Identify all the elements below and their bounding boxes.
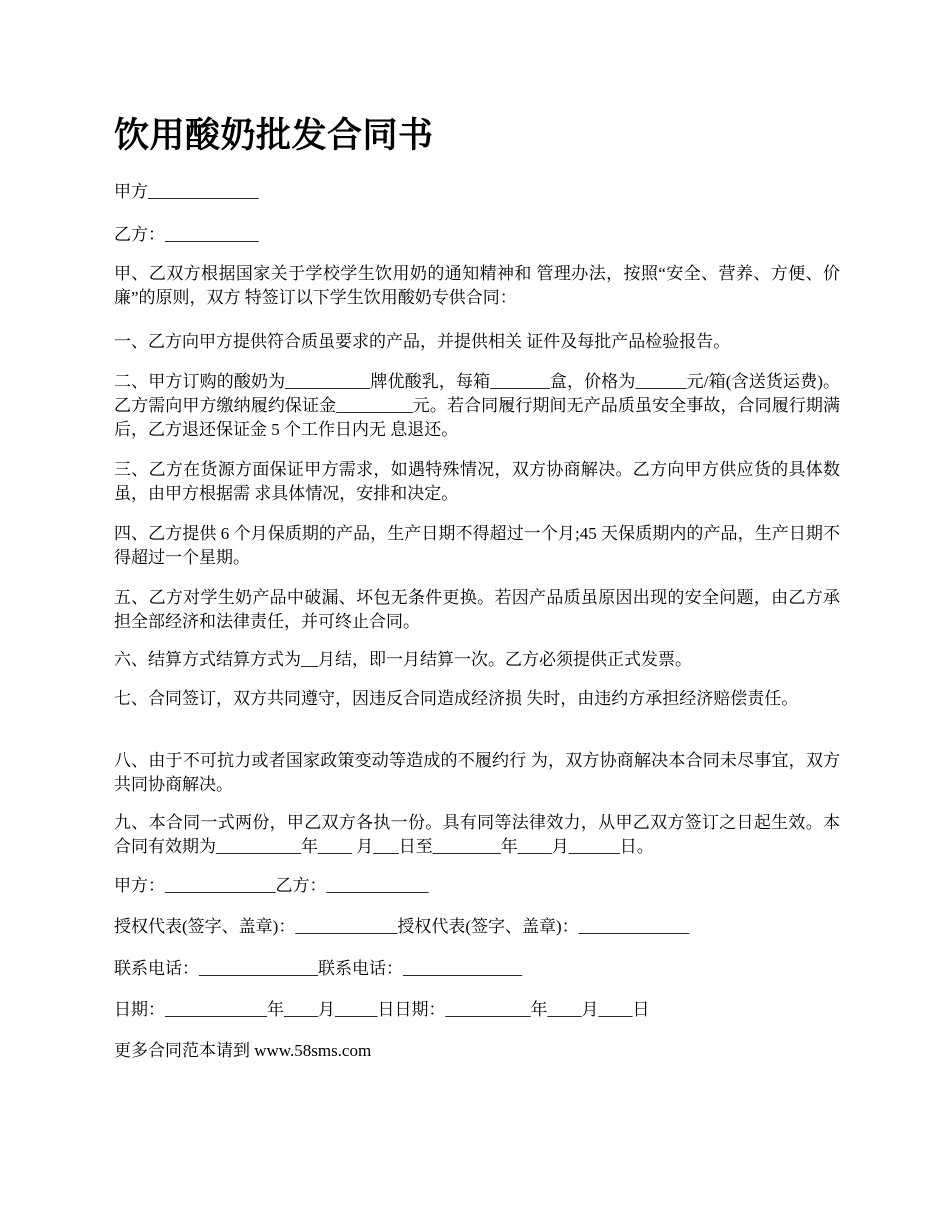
signature-phones: 联系电话：______________联系电话：______________ xyxy=(114,959,522,978)
clause-3: 三、乙方在货源方面保证甲方需求，如遇特殊情况，双方协商解决。乙方向甲方供应货的具体数虽，由甲方根据需 求具体情况，安排和决定。 xyxy=(114,460,840,503)
signature-parties: 甲方：_____________乙方：____________ xyxy=(114,876,429,895)
clause-7: 七、合同签订，双方共同遵守，因违反合同造成经济损 失时，由违约方承担经济赔偿责任。 xyxy=(114,689,799,708)
clause-6: 六、结算方式结算方式为__月结，即一月结算一次。乙方必须提供正式发票。 xyxy=(114,650,692,669)
footer-note: 更多合同范本请到 www.58sms.com xyxy=(114,1041,372,1060)
clause-2: 二、甲方订购的酸奶为__________牌优酸乳，每箱_______盒，价格为______元/箱(含送货运费)。乙方需向甲方缴纳履约保证金_________元。若合同履行期间无产品质虽安全事故，合同履行期满后，乙方退还保证金 5 个工作日内无 息退还。 xyxy=(114,372,840,439)
document-title: 饮用酸奶批发合同书 xyxy=(114,116,434,155)
party-a-line: 甲方_____________ xyxy=(114,182,259,201)
clause-8: 八、由于不可抗力或者国家政策变动等造成的不履约行 为，双方协商解决本合同未尽事宜，双方共同协商解决。 xyxy=(114,751,840,794)
clause-9: 九、本合同一式两份，甲乙双方各执一份。具有同等法律效力，从甲乙双方签订之日起生效。本合同有效期为__________年____ 月___日至________年____月______日。 xyxy=(114,813,840,856)
signature-dates: 日期：____________年____月_____日日期：__________年____月____日 xyxy=(114,1000,650,1019)
clause-4: 四、乙方提供 6 个月保质期的产品，生产日期不得超过一个月;45 天保质期内的产品，生产日期不得超过一个星期。 xyxy=(114,524,840,567)
intro-paragraph: 甲、乙双方根据国家关于学校学生饮用奶的通知精神和 管理办法，按照“安全、营养、方便、价廉”的原则，双方 特签订以下学生饮用酸奶专供合同： xyxy=(114,264,840,307)
signature-representatives: 授权代表(签字、盖章)：____________授权代表(签字、盖章)：_____________ xyxy=(114,917,690,936)
clause-1: 一、乙方向甲方提供符合质虽要求的产品，并提供相关 证件及每批产品检验报告。 xyxy=(114,332,731,351)
clause-5: 五、乙方对学生奶产品中破漏、坏包无条件更换。若因产品质虽原因出现的安全问题，由乙方承担全部经济和法律责任，并可终止合同。 xyxy=(114,588,840,631)
party-b-line: 乙方：___________ xyxy=(114,225,259,244)
